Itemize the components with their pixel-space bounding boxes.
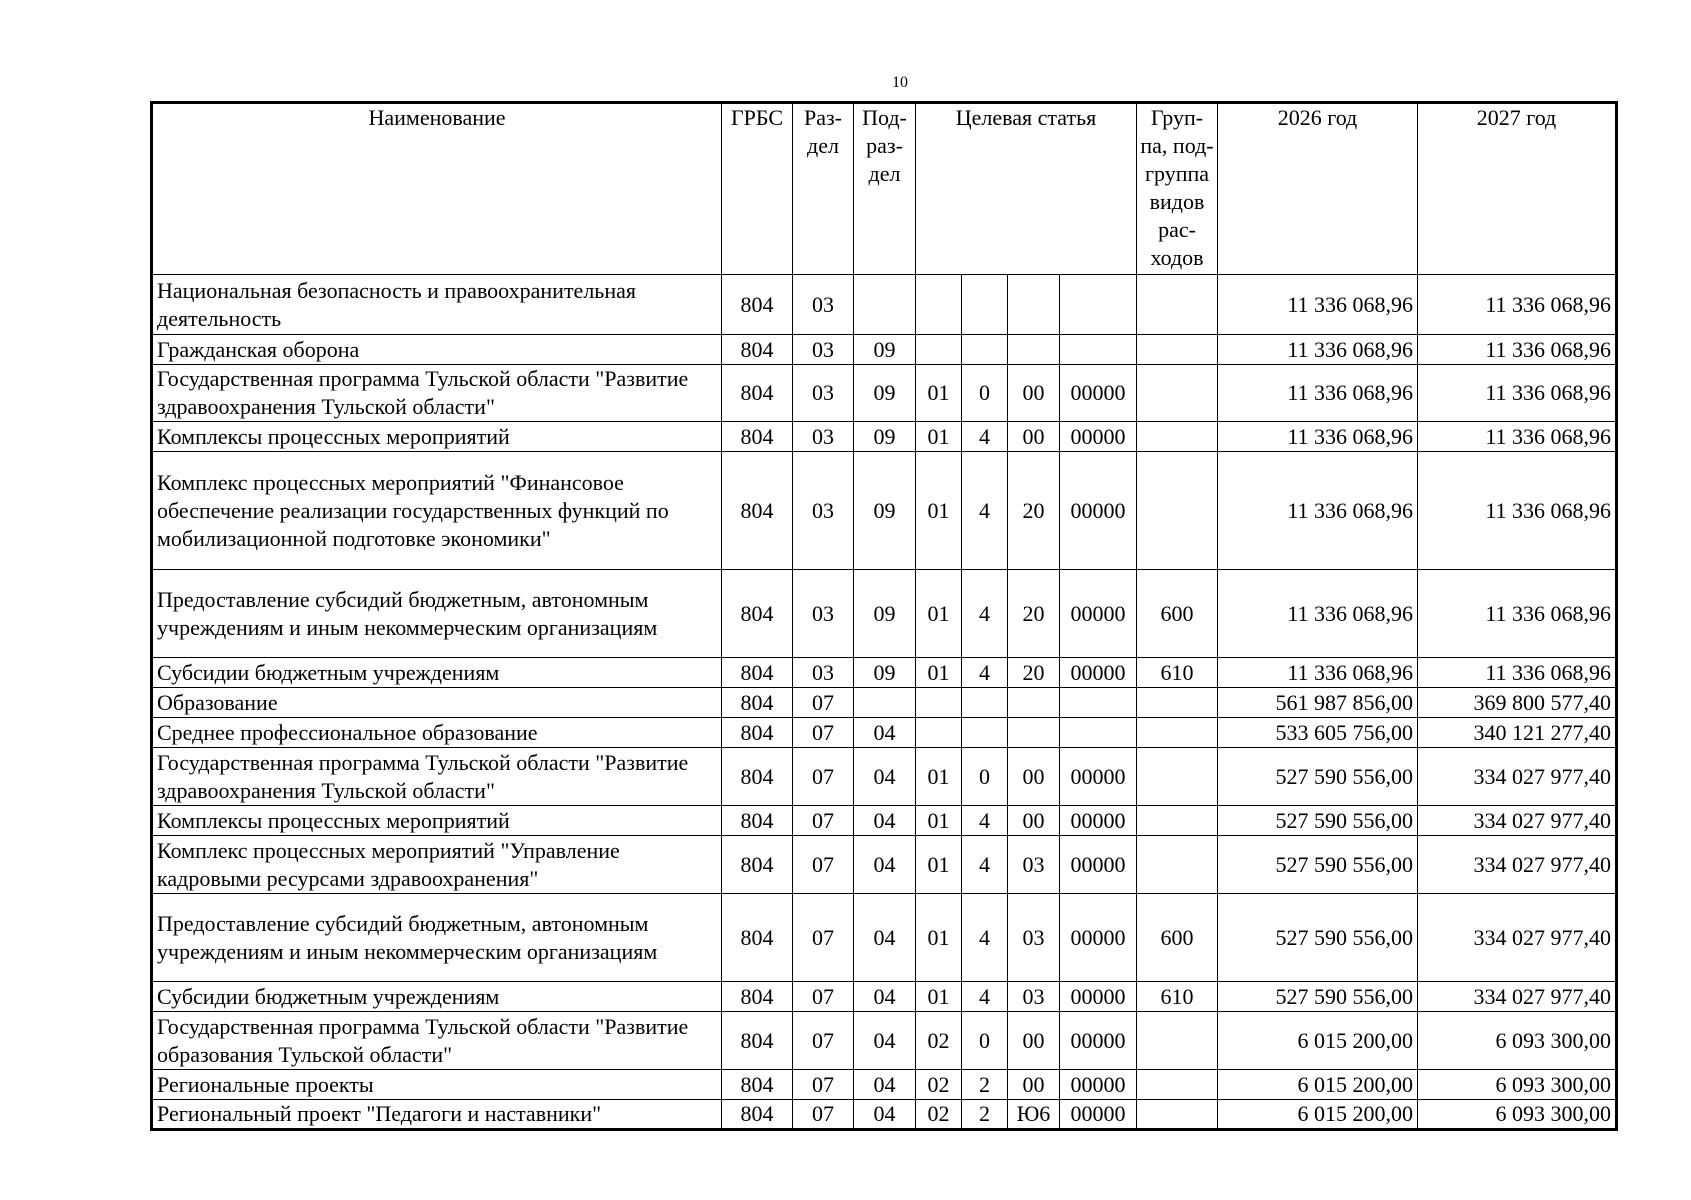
- cell-grbs: 804: [722, 452, 793, 570]
- cell-name: Субсидии бюджетным учреждениям: [152, 982, 722, 1012]
- table-row: [152, 335, 1617, 365]
- cell-y2026: 6 015 200,00: [1218, 1100, 1418, 1130]
- cell-grbs: 804: [722, 1012, 793, 1070]
- cell-prz: 09: [854, 452, 916, 570]
- cell-rz: 03: [793, 570, 854, 658]
- header-name: Наименование: [152, 103, 722, 275]
- table-row: [152, 688, 1617, 718]
- cell-t3: 03: [1008, 982, 1060, 1012]
- cell-t2: 4: [962, 806, 1008, 836]
- cell-y2026: 11 336 068,96: [1218, 422, 1418, 452]
- cell-rz: 07: [793, 1070, 854, 1100]
- cell-y2027: 11 336 068,96: [1418, 335, 1617, 365]
- cell-name: Предоставление субсидий бюджетным, автономным учреждениям и иным некоммерческим организациям: [152, 570, 722, 658]
- cell-t3: Ю6: [1008, 1100, 1060, 1130]
- cell-prz: [854, 275, 916, 335]
- cell-grbs: 804: [722, 658, 793, 688]
- cell-prz: 04: [854, 982, 916, 1012]
- table-row: [152, 748, 1617, 806]
- cell-t2: 4: [962, 570, 1008, 658]
- cell-prz: 04: [854, 748, 916, 806]
- cell-prz: 04: [854, 836, 916, 894]
- cell-vr: [1137, 422, 1218, 452]
- cell-t1: 01: [916, 570, 962, 658]
- cell-t3: 00: [1008, 1070, 1060, 1100]
- table-body: [152, 275, 1617, 1130]
- cell-vr: [1137, 688, 1218, 718]
- table-row: [152, 982, 1617, 1012]
- cell-grbs: 804: [722, 894, 793, 982]
- cell-t2: [962, 688, 1008, 718]
- cell-y2026: 527 590 556,00: [1218, 836, 1418, 894]
- cell-name: Государственная программа Тульской области "Развитие образования Тульской области": [152, 1012, 722, 1070]
- header-podrazdel: Под- раз- дел: [854, 103, 916, 275]
- cell-y2027: 11 336 068,96: [1418, 422, 1617, 452]
- cell-t2: 4: [962, 894, 1008, 982]
- cell-t3: [1008, 718, 1060, 748]
- cell-vr: [1137, 718, 1218, 748]
- table-row: [152, 1012, 1617, 1070]
- cell-t4: 00000: [1060, 452, 1137, 570]
- cell-rz: 03: [793, 365, 854, 422]
- cell-t2: [962, 335, 1008, 365]
- cell-t2: 4: [962, 658, 1008, 688]
- cell-grbs: 804: [722, 1100, 793, 1130]
- cell-y2026: 11 336 068,96: [1218, 335, 1418, 365]
- header-2026: 2026 год: [1218, 103, 1418, 275]
- cell-name: Региональный проект "Педагоги и наставники": [152, 1100, 722, 1130]
- cell-vr: [1137, 335, 1218, 365]
- cell-t4: 00000: [1060, 658, 1137, 688]
- cell-rz: 07: [793, 836, 854, 894]
- cell-t3: 03: [1008, 894, 1060, 982]
- cell-grbs: 804: [722, 718, 793, 748]
- cell-name: Комплекс процессных мероприятий "Финансовое обеспечение реализации государственных функций по мобилизационной подготовке экономики": [152, 452, 722, 570]
- cell-vr: 600: [1137, 570, 1218, 658]
- cell-t1: [916, 718, 962, 748]
- budget-table: [150, 101, 1618, 1131]
- cell-t3: 00: [1008, 806, 1060, 836]
- cell-rz: 03: [793, 452, 854, 570]
- cell-prz: 04: [854, 1070, 916, 1100]
- cell-grbs: 804: [722, 422, 793, 452]
- cell-t1: 01: [916, 806, 962, 836]
- table-row: [152, 275, 1617, 335]
- cell-prz: 04: [854, 806, 916, 836]
- cell-t3: 00: [1008, 365, 1060, 422]
- cell-t1: 01: [916, 365, 962, 422]
- cell-y2027: 11 336 068,96: [1418, 275, 1617, 335]
- cell-t4: 00000: [1060, 365, 1137, 422]
- table-row: [152, 1100, 1617, 1130]
- cell-t3: 00: [1008, 748, 1060, 806]
- cell-rz: 03: [793, 275, 854, 335]
- cell-grbs: 804: [722, 982, 793, 1012]
- cell-y2026: 527 590 556,00: [1218, 806, 1418, 836]
- cell-vr: [1137, 275, 1218, 335]
- cell-y2027: 334 027 977,40: [1418, 806, 1617, 836]
- cell-prz: 04: [854, 718, 916, 748]
- cell-t4: [1060, 688, 1137, 718]
- cell-rz: 07: [793, 688, 854, 718]
- cell-t3: 20: [1008, 658, 1060, 688]
- cell-y2027: 334 027 977,40: [1418, 836, 1617, 894]
- cell-vr: [1137, 836, 1218, 894]
- cell-y2026: 527 590 556,00: [1218, 982, 1418, 1012]
- cell-t2: 0: [962, 365, 1008, 422]
- cell-t2: [962, 275, 1008, 335]
- cell-y2026: 11 336 068,96: [1218, 452, 1418, 570]
- page-number: 10: [892, 74, 908, 91]
- table-row: [152, 452, 1617, 570]
- header-razdel: Раз- дел: [793, 103, 854, 275]
- cell-rz: 07: [793, 718, 854, 748]
- cell-y2027: 334 027 977,40: [1418, 982, 1617, 1012]
- cell-t1: 01: [916, 836, 962, 894]
- cell-name: Среднее профессиональное образование: [152, 718, 722, 748]
- cell-name: Национальная безопасность и правоохранительная деятельность: [152, 275, 722, 335]
- cell-prz: 04: [854, 1100, 916, 1130]
- cell-vr: [1137, 806, 1218, 836]
- cell-name: Комплексы процессных мероприятий: [152, 806, 722, 836]
- cell-y2026: 11 336 068,96: [1218, 275, 1418, 335]
- cell-vr: 610: [1137, 658, 1218, 688]
- cell-t3: 03: [1008, 836, 1060, 894]
- cell-y2027: 11 336 068,96: [1418, 570, 1617, 658]
- cell-vr: [1137, 1012, 1218, 1070]
- cell-y2027: 334 027 977,40: [1418, 748, 1617, 806]
- cell-t4: 00000: [1060, 836, 1137, 894]
- cell-y2026: 6 015 200,00: [1218, 1070, 1418, 1100]
- cell-y2026: 6 015 200,00: [1218, 1012, 1418, 1070]
- cell-name: Гражданская оборона: [152, 335, 722, 365]
- cell-t2: 4: [962, 452, 1008, 570]
- header-group: Груп- па, под- группа видов рас- ходов: [1137, 103, 1218, 275]
- cell-t1: 01: [916, 452, 962, 570]
- cell-prz: 04: [854, 894, 916, 982]
- cell-rz: 07: [793, 982, 854, 1012]
- cell-prz: 09: [854, 335, 916, 365]
- cell-t4: [1060, 335, 1137, 365]
- cell-t4: 00000: [1060, 1100, 1137, 1130]
- cell-y2027: 369 800 577,40: [1418, 688, 1617, 718]
- cell-t3: 20: [1008, 452, 1060, 570]
- cell-y2026: 527 590 556,00: [1218, 748, 1418, 806]
- cell-y2026: 11 336 068,96: [1218, 658, 1418, 688]
- cell-grbs: 804: [722, 275, 793, 335]
- cell-y2027: 11 336 068,96: [1418, 452, 1617, 570]
- cell-t2: [962, 718, 1008, 748]
- cell-t1: 02: [916, 1100, 962, 1130]
- cell-rz: 03: [793, 658, 854, 688]
- header-grbs: ГРБС: [722, 103, 793, 275]
- cell-prz: 09: [854, 658, 916, 688]
- cell-vr: 600: [1137, 894, 1218, 982]
- table-row: [152, 365, 1617, 422]
- cell-t4: [1060, 275, 1137, 335]
- table-row: [152, 422, 1617, 452]
- cell-y2027: 11 336 068,96: [1418, 365, 1617, 422]
- cell-t4: 00000: [1060, 1012, 1137, 1070]
- cell-t3: 20: [1008, 570, 1060, 658]
- cell-prz: 09: [854, 570, 916, 658]
- cell-t4: 00000: [1060, 894, 1137, 982]
- cell-t1: [916, 688, 962, 718]
- cell-t3: [1008, 688, 1060, 718]
- cell-t2: 0: [962, 1012, 1008, 1070]
- cell-y2027: 6 093 300,00: [1418, 1012, 1617, 1070]
- cell-t3: [1008, 335, 1060, 365]
- cell-y2026: 11 336 068,96: [1218, 365, 1418, 422]
- cell-prz: 09: [854, 422, 916, 452]
- cell-rz: 03: [793, 335, 854, 365]
- cell-y2027: 6 093 300,00: [1418, 1070, 1617, 1100]
- cell-y2026: 11 336 068,96: [1218, 570, 1418, 658]
- cell-y2026: 527 590 556,00: [1218, 894, 1418, 982]
- cell-rz: 07: [793, 894, 854, 982]
- table-row: [152, 1070, 1617, 1100]
- cell-vr: [1137, 1070, 1218, 1100]
- cell-name: Образование: [152, 688, 722, 718]
- cell-t4: 00000: [1060, 982, 1137, 1012]
- table-row: [152, 806, 1617, 836]
- cell-t1: 01: [916, 894, 962, 982]
- cell-grbs: 804: [722, 688, 793, 718]
- cell-rz: 07: [793, 806, 854, 836]
- header-2027: 2027 год: [1418, 103, 1617, 275]
- cell-t1: [916, 275, 962, 335]
- cell-rz: 07: [793, 1012, 854, 1070]
- cell-grbs: 804: [722, 1070, 793, 1100]
- cell-prz: 04: [854, 1012, 916, 1070]
- cell-name: Субсидии бюджетным учреждениям: [152, 658, 722, 688]
- cell-t1: 01: [916, 982, 962, 1012]
- cell-y2027: 334 027 977,40: [1418, 894, 1617, 982]
- cell-t2: 4: [962, 836, 1008, 894]
- cell-y2027: 6 093 300,00: [1418, 1100, 1617, 1130]
- cell-vr: [1137, 452, 1218, 570]
- cell-t2: 4: [962, 982, 1008, 1012]
- cell-t4: 00000: [1060, 748, 1137, 806]
- cell-t1: 01: [916, 422, 962, 452]
- cell-vr: [1137, 1100, 1218, 1130]
- cell-t4: 00000: [1060, 806, 1137, 836]
- cell-name: Государственная программа Тульской области "Развитие здравоохранения Тульской области": [152, 748, 722, 806]
- cell-grbs: 804: [722, 365, 793, 422]
- cell-name: Комплексы процессных мероприятий: [152, 422, 722, 452]
- cell-t2: 0: [962, 748, 1008, 806]
- cell-vr: [1137, 748, 1218, 806]
- cell-t1: 01: [916, 658, 962, 688]
- cell-t2: 2: [962, 1070, 1008, 1100]
- cell-name: Государственная программа Тульской области "Развитие здравоохранения Тульской области": [152, 365, 722, 422]
- cell-t4: 00000: [1060, 1070, 1137, 1100]
- cell-t2: 4: [962, 422, 1008, 452]
- cell-y2027: 11 336 068,96: [1418, 658, 1617, 688]
- table-row: [152, 894, 1617, 982]
- cell-prz: [854, 688, 916, 718]
- cell-t4: 00000: [1060, 570, 1137, 658]
- cell-grbs: 804: [722, 748, 793, 806]
- table-row: [152, 570, 1617, 658]
- cell-prz: 09: [854, 365, 916, 422]
- cell-y2027: 340 121 277,40: [1418, 718, 1617, 748]
- cell-t3: 00: [1008, 422, 1060, 452]
- cell-t3: [1008, 275, 1060, 335]
- cell-rz: 07: [793, 748, 854, 806]
- cell-grbs: 804: [722, 570, 793, 658]
- cell-t1: 02: [916, 1070, 962, 1100]
- cell-rz: 07: [793, 1100, 854, 1130]
- cell-vr: [1137, 365, 1218, 422]
- cell-name: Предоставление субсидий бюджетным, автономным учреждениям и иным некоммерческим организациям: [152, 894, 722, 982]
- cell-vr: 610: [1137, 982, 1218, 1012]
- table-row: [152, 658, 1617, 688]
- header-row: [152, 103, 1617, 275]
- table-row: [152, 836, 1617, 894]
- cell-t1: [916, 335, 962, 365]
- cell-y2026: 533 605 756,00: [1218, 718, 1418, 748]
- cell-grbs: 804: [722, 335, 793, 365]
- cell-grbs: 804: [722, 806, 793, 836]
- cell-t1: 02: [916, 1012, 962, 1070]
- cell-rz: 03: [793, 422, 854, 452]
- cell-t4: [1060, 718, 1137, 748]
- header-target: Целевая статья: [916, 103, 1137, 275]
- cell-name: Комплекс процессных мероприятий "Управление кадровыми ресурсами здравоохранения": [152, 836, 722, 894]
- table-row: [152, 718, 1617, 748]
- cell-name: Региональные проекты: [152, 1070, 722, 1100]
- cell-t4: 00000: [1060, 422, 1137, 452]
- cell-grbs: 804: [722, 836, 793, 894]
- cell-t1: 01: [916, 748, 962, 806]
- cell-t2: 2: [962, 1100, 1008, 1130]
- cell-t3: 00: [1008, 1012, 1060, 1070]
- cell-y2026: 561 987 856,00: [1218, 688, 1418, 718]
